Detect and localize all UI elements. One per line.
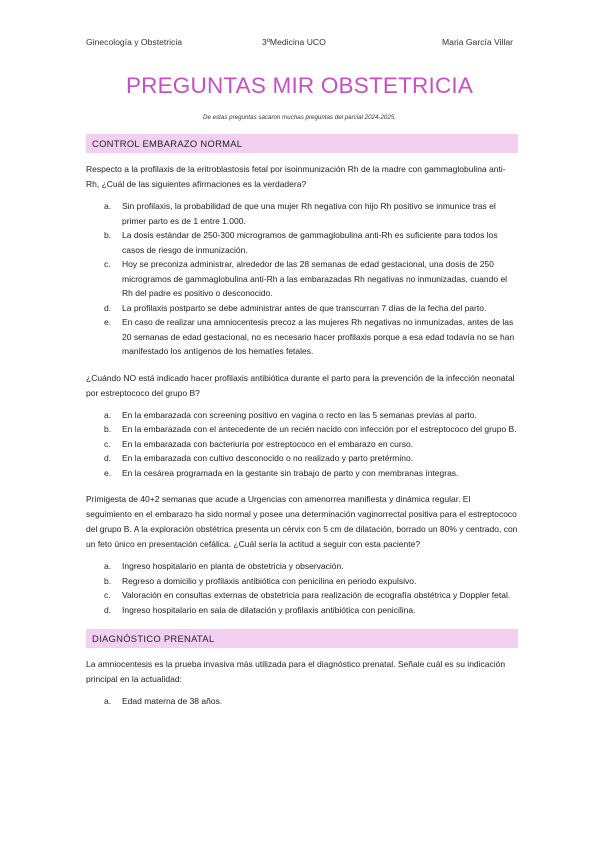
answer-option <box>86 559 518 574</box>
answer-option <box>86 588 518 603</box>
option-marker: d. <box>104 604 112 615</box>
answer-options <box>86 559 518 617</box>
answer-option <box>86 422 518 437</box>
option-marker: b. <box>104 575 112 586</box>
option-marker: e. <box>104 317 112 327</box>
header-author: Maria García Villar <box>442 37 513 47</box>
section-heading-control-embarazo: CONTROL EMBARAZO NORMAL <box>86 134 518 153</box>
answer-option <box>86 451 518 466</box>
option-marker: d. <box>104 453 112 463</box>
option-text: En la cesárea programada en la gestante sin trabajo de parto y con membranas íntegras. <box>122 467 459 478</box>
answer-option <box>86 603 518 618</box>
option-text: En la embarazada con bacteriuria por estreptococo en el embarazo en curso. <box>122 438 414 449</box>
answer-options <box>86 408 518 481</box>
option-text: Edad materna de 38 años. <box>122 696 223 706</box>
option-text: En caso de realizar una amniocentesis precoz a las mujeres Rh negativas no inmunizadas, antes de las 20 semanas de edad gestacional, no es necesario hacer profilaxis porque a esa edad todavía no se han manifestado los antígenos de los hematíes fetales. <box>122 317 515 356</box>
option-marker: a. <box>104 201 112 211</box>
answer-option <box>86 408 518 423</box>
answer-option <box>86 466 518 481</box>
option-marker: a. <box>104 561 112 571</box>
option-marker: b. <box>104 424 112 434</box>
question-text: Respecto a la profilaxis de la eritroblastosis fetal por isoinmunización Rh de la madre con gammaglobulina anti-Rh, ¿Cuál de las siguientes afirmaciones es la verdadera? <box>86 164 506 189</box>
option-marker: c. <box>104 590 111 600</box>
answer-option <box>86 301 518 316</box>
content <box>86 134 518 721</box>
option-marker: c. <box>104 438 111 449</box>
option-text: Hoy se preconiza administrar, alrededor de las 28 semanas de edad gestacional, una dosis de 250 microgramos de gammaglobulina anti-Rh a las embarazadas Rh negativas no inmunizadas, cuando el Rh del padre es positivo o desconocido. <box>122 259 508 298</box>
answer-option <box>86 574 518 589</box>
page-title: PREGUNTAS MIR OBSTETRICIA <box>125 73 474 98</box>
option-marker: e. <box>104 467 112 478</box>
option-text: En la embarazada con el antecedente de un recién nacido con infección por el estreptococo del grupo B. <box>122 424 517 434</box>
answer-option <box>86 315 518 359</box>
question-text: La amniocentesis es la prueba invasiva más utilizada para el diagnóstico prenatal. Señale cuál es su indicación principal en la actualidad: <box>86 659 506 684</box>
option-text: Regreso a domicilio y profilaxis antibiótica con penicilina en periodo expulsivo. <box>122 575 417 586</box>
option-text: Ingreso hospitalario en planta de obstetricia y observación. <box>122 561 344 571</box>
option-text: La dosis estándar de 250-300 microgramos de gammaglobulina anti-Rh es suficiente para todos los casos de riesgo de inmunización. <box>122 230 498 255</box>
question-text: ¿Cuándo NO está indicado hacer profilaxis antibiótica durante el parto para la prevención de la infección neonatal por estreptococo del grupo B? <box>86 372 515 398</box>
answer-option <box>86 437 518 452</box>
option-marker: a. <box>104 696 112 706</box>
answer-option <box>86 257 518 301</box>
option-text: En la embarazada con cultivo desconocido o no realizado y parto pretérmino. <box>122 453 414 463</box>
option-text: En la embarazada con screening positivo en vagina o recto en las 5 semanas previas al parto. <box>122 409 477 420</box>
section-heading-diagnostico-prenatal: DIAGNÓSTICO PRENATAL <box>86 629 518 648</box>
option-marker: c. <box>104 259 111 269</box>
option-marker: a. <box>104 409 112 420</box>
option-text: Valoración en consultas externas de obstetricia para realización de ecografía obstétrica y Doppler fetal. <box>122 590 511 600</box>
answer-option <box>86 228 518 257</box>
answer-option <box>86 694 518 709</box>
header-course: 3ºMedicina UCO <box>262 37 326 47</box>
header-subject: Ginecología y Obstetricia <box>86 37 183 47</box>
answer-options <box>86 694 518 709</box>
answer-option <box>86 199 518 228</box>
option-text: Sin profilaxis, la probabilidad de que una mujer Rh negativa con hijo Rh positivo se inmunice tras el primer parto es de 1 entre 1.000. <box>122 201 496 226</box>
option-text: La profilaxis postparto se debe administrar antes de que transcurran 7 días de la fecha del parto. <box>122 302 487 313</box>
answer-options <box>86 199 518 359</box>
option-marker: d. <box>104 302 112 313</box>
question-text: Primigesta de 40+2 semanas que acude a Urgencias con amenorrea manifiesta y dinámica regular. El seguimiento en el embarazo ha sido normal y posee una determinación vaginorrectal positiva para el estreptococo del grupo B. A la exploración obstétrica presenta un cérvix con 5 cm de dilatación, borrado un 80% y centrado, con un feto único en presentación cefálica. ¿Cuál sería la actitud a seguir con esta paciente? <box>86 494 518 549</box>
option-text: Ingreso hospitalario en sala de dilatación y profilaxis antibiótica con penicilina. <box>122 604 416 615</box>
option-marker: b. <box>104 230 112 240</box>
page-subtitle: De estas preguntas sacaron muchas preguntas del parcial 2024-2025. <box>203 114 396 121</box>
